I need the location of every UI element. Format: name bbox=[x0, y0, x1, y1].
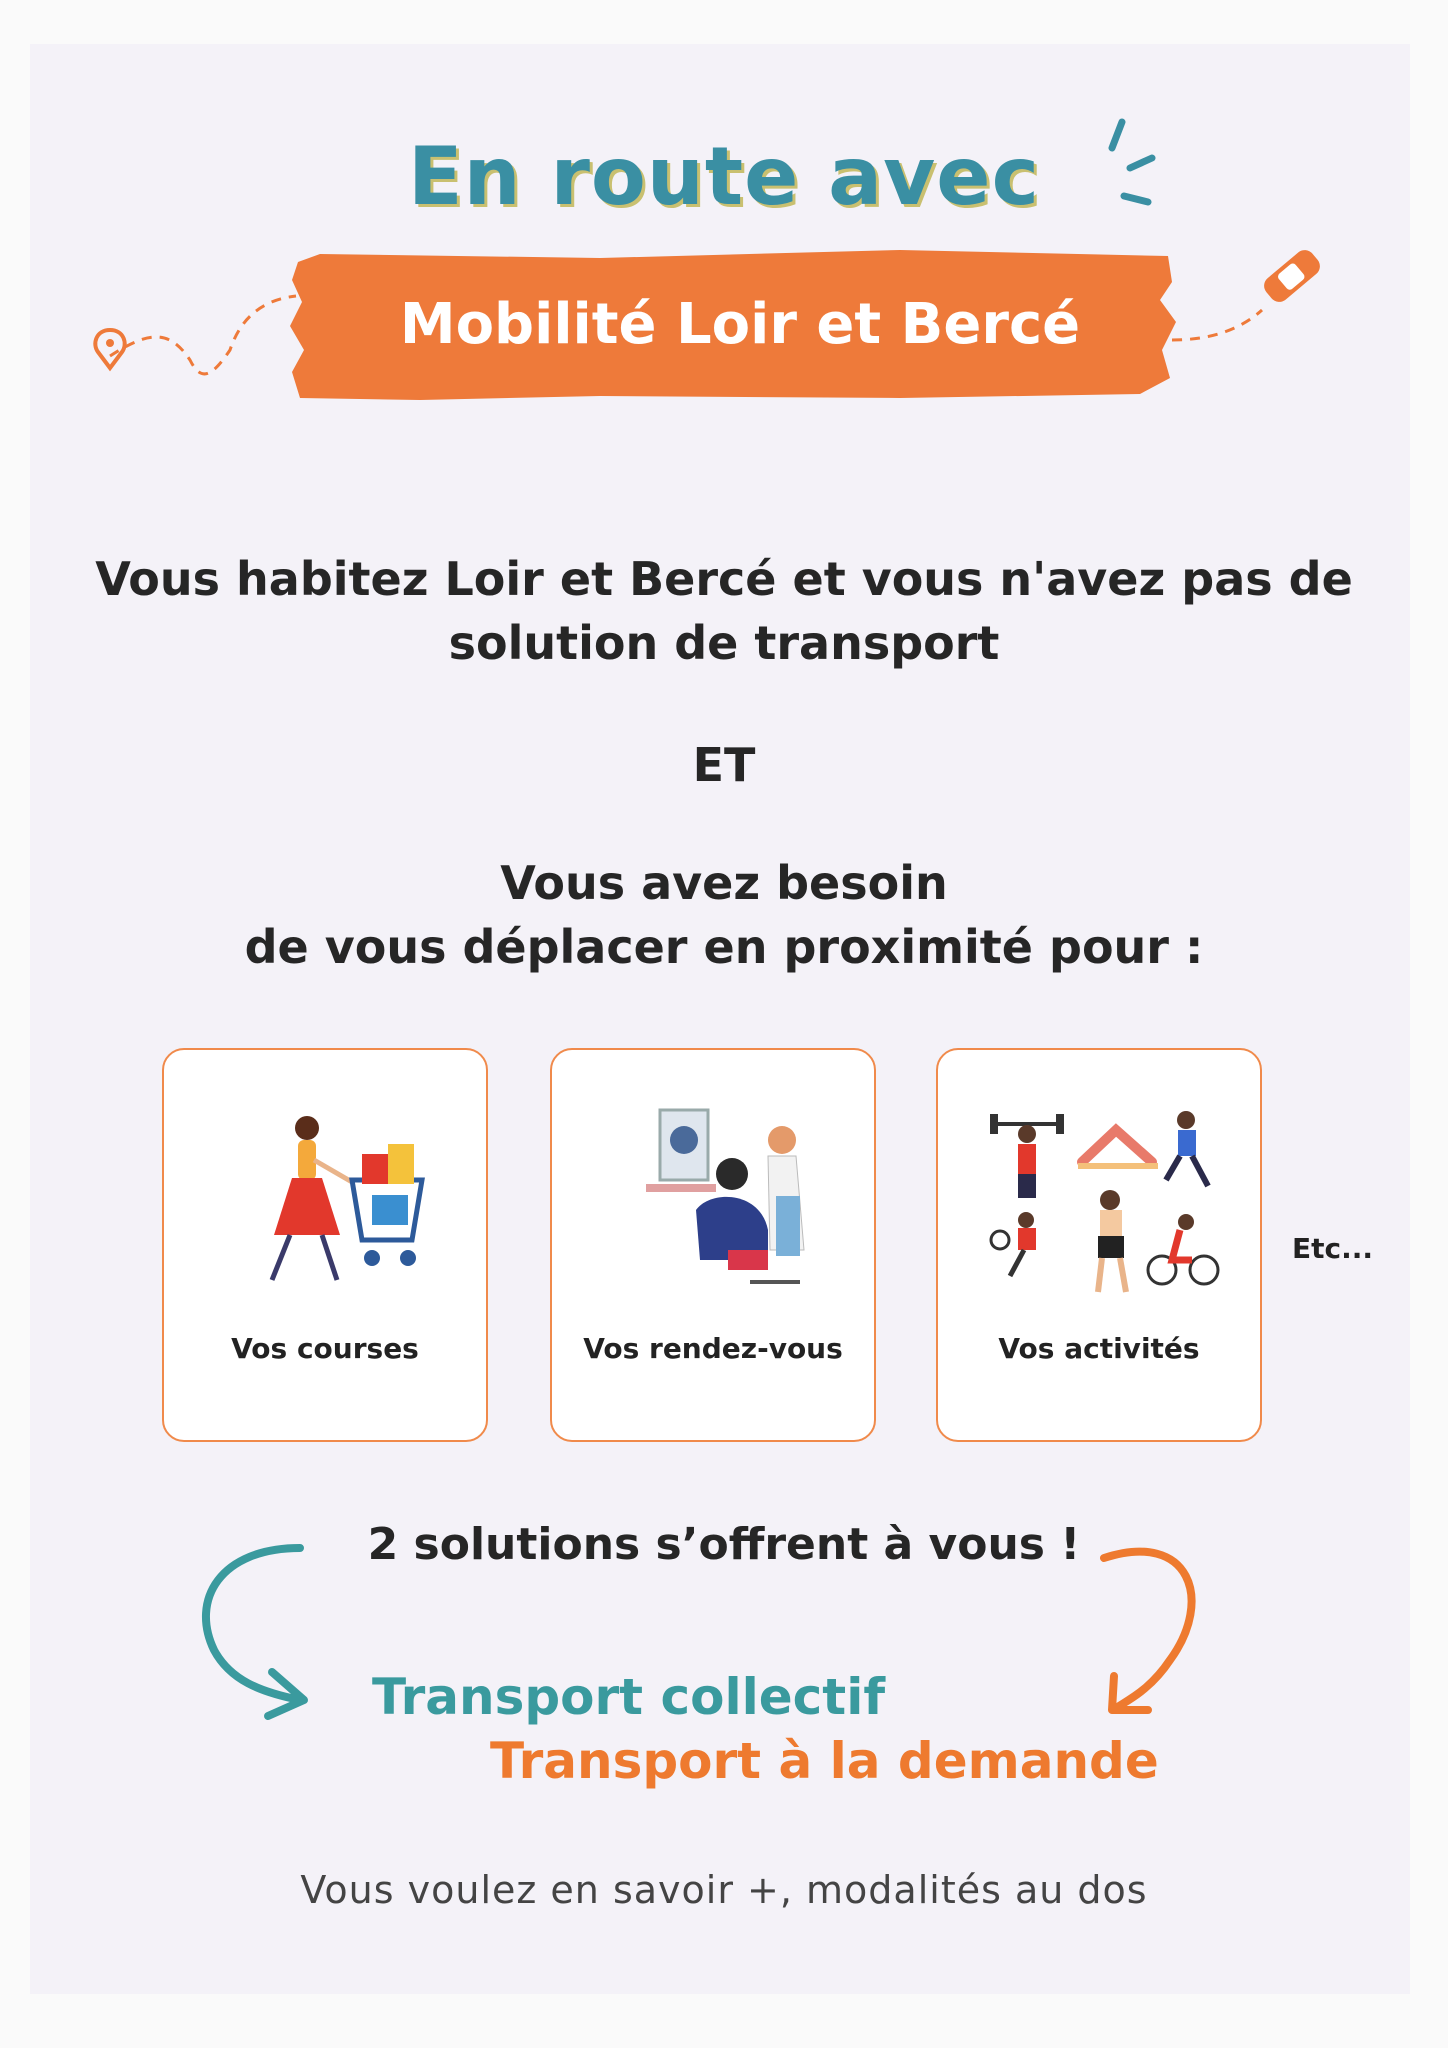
etc-label: Etc... bbox=[1292, 1232, 1374, 1265]
need-line-1: Vous avez besoin bbox=[500, 856, 948, 910]
poster-title: En route avec bbox=[408, 130, 1040, 223]
footer-note: Vous voulez en savoir +, modalités au dos bbox=[300, 1868, 1148, 1912]
banner-title: Mobilité Loir et Bercé bbox=[399, 292, 1081, 357]
curved-arrow-right-icon bbox=[1104, 1552, 1192, 1710]
option-transport-demande: Transport à la demande bbox=[490, 1732, 1159, 1790]
need-line-2: de vous déplacer en proximité pour : bbox=[244, 920, 1204, 974]
card-label: Vos courses bbox=[231, 1332, 419, 1365]
curved-arrow-left-icon bbox=[206, 1548, 304, 1716]
solutions-heading: 2 solutions s’offrent à vous ! bbox=[367, 1519, 1081, 1570]
option-transport-collectif: Transport collectif bbox=[372, 1668, 886, 1726]
card-label: Vos rendez-vous bbox=[583, 1332, 843, 1365]
conjunction: ET bbox=[692, 738, 756, 792]
card-label: Vos activités bbox=[998, 1332, 1200, 1365]
intro-line-2: solution de transport bbox=[448, 616, 1000, 670]
intro-line-1: Vous habitez Loir et Bercé et vous n'avez pas de bbox=[95, 552, 1353, 606]
